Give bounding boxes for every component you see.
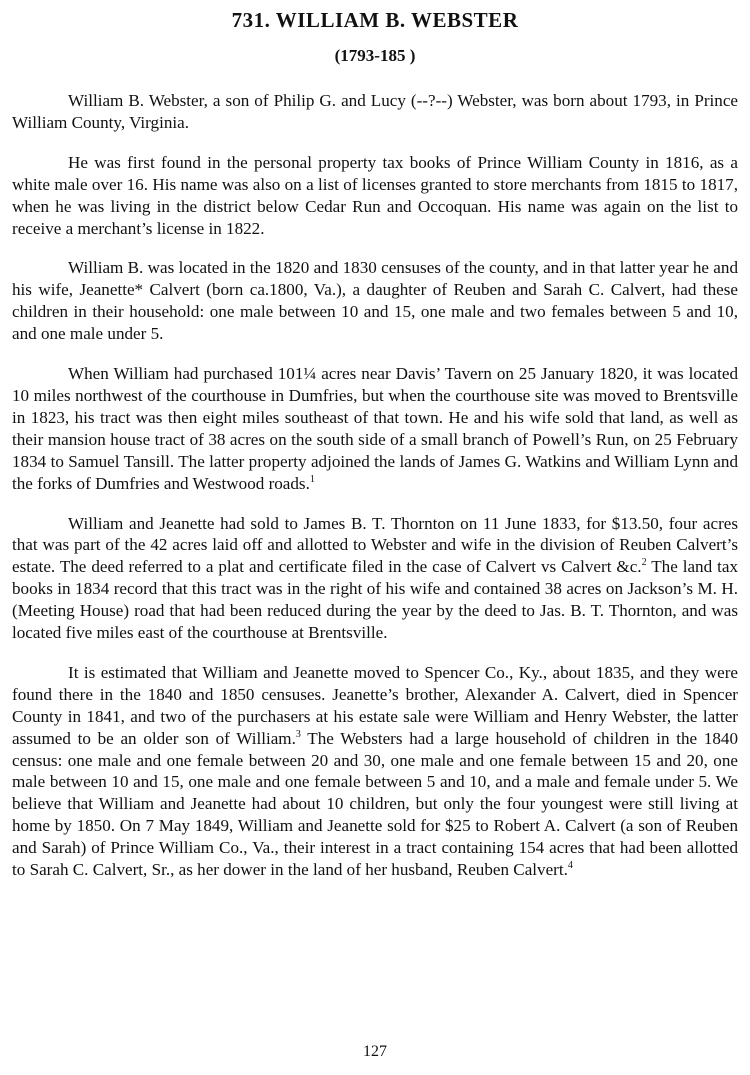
body-text [12,90,738,899]
paragraph-text: William B. Webster, a son of Philip G. and Lucy (--?--) Webster, was born about 1793, in Prince William County, Virginia. [12,91,738,132]
paragraph-text-continued: The land tax books in 1834 record that this tract was in the right of his wife and contained 38 acres on Jackson’s M. H. (Meeting House) road that had been reduced during the year by the deed to Jas. B. T. Thornton, and was located five miles east of the courthouse at Brentsville. [12,557,738,643]
footnote-marker: 1 [309,473,315,485]
paragraph-land-purchase [12,363,738,494]
paragraph-text: When William had purchased 101¼ acres near Davis’ Tavern on 25 January 1820, it was located 10 miles northwest of the courthouse in Dumfries, but when the courthouse site was moved to Brentsville in 1823, his tract was then eight miles southeast of that town. He and his wife sold that land, as well as their mansion house tract of 38 acres on the south side of a small branch of Powell’s Run, on 25 February 1834 to Samuel Tansill. The latter property adjoined the lands of James G. Watkins and William Lynn and the forks of Dumfries and Westwood roads. [12,364,738,493]
paragraph-tax-records [12,152,738,240]
page-title: 731. WILLIAM B. WEBSTER [231,8,519,32]
paragraph-text-continued: The Websters had a large household of children in the 1840 census: one male and one female between 20 and 30, one male and one female between 15 and 20, one male between 10 and 15, one male and one female between 5 and 10, and a male and female under 5. We believe that William and Jeanette had about 10 children, but only the four youngest were still living at home by 1850. On 7 May 1849, William and Jeanette sold for $25 to Robert A. Calvert (a son of Reuben and Sarah) of Prince William Co., Va., their interest in a tract containing 154 acres that had been allotted to Sarah C. Calvert, Sr., as her dower in the land of her husband, Reuben Calvert. [12,728,739,880]
paragraph-censuses [12,257,738,345]
page-number: 127 [363,1043,387,1060]
footnote-marker: 3 [295,728,301,740]
paragraph-text: He was first found in the personal property tax books of Prince William County in 1816, as a white male over 16. His name was also on a list of licenses granted to store merchants from 1815 to 1817, when he was living in the district below Cedar Run and Occoquan. His name was again on the list to receive a merchant’s license in 1822. [12,152,738,238]
paragraph-thornton-sale [12,513,738,644]
paragraph-birth [12,90,738,134]
paragraph-text: William B. was located in the 1820 and 1830 censuses of the county, and in that latter year he and his wife, Jeanette* Calvert (born ca.1800, Va.), a daughter of Reuben and Sarah C. Calvert, had these children in their household: one male between 10 and 15, one male and two females between 5 and 10, and one male under 5. [12,258,738,344]
footnote-marker: 4 [567,860,573,872]
paragraph-kentucky [12,662,738,881]
life-dates: (1793-185 ) [334,46,416,65]
paragraph-text: It is estimated that William and Jeanette moved to Spencer Co., Ky., about 1835, and they were found there in the 1840 and 1850 censuses. Jeanette’s brother, Alexander A. Calvert, died in Spencer County in 1841, and two of the purchasers at his estate sale were William and Henry Webster, the latter assumed to be an older son of William. [12,662,738,748]
paragraph-text: William and Jeanette had sold to James B. T. Thornton on 11 June 1833, for $13.50, four acres that was part of the 42 acres laid off and allotted to Webster and wife in the division of Reuben Calvert’s estate. The deed referred to a plat and certificate filed in the case of Calvert vs Calvert &c. [12,513,738,577]
footnote-marker: 2 [641,557,647,569]
